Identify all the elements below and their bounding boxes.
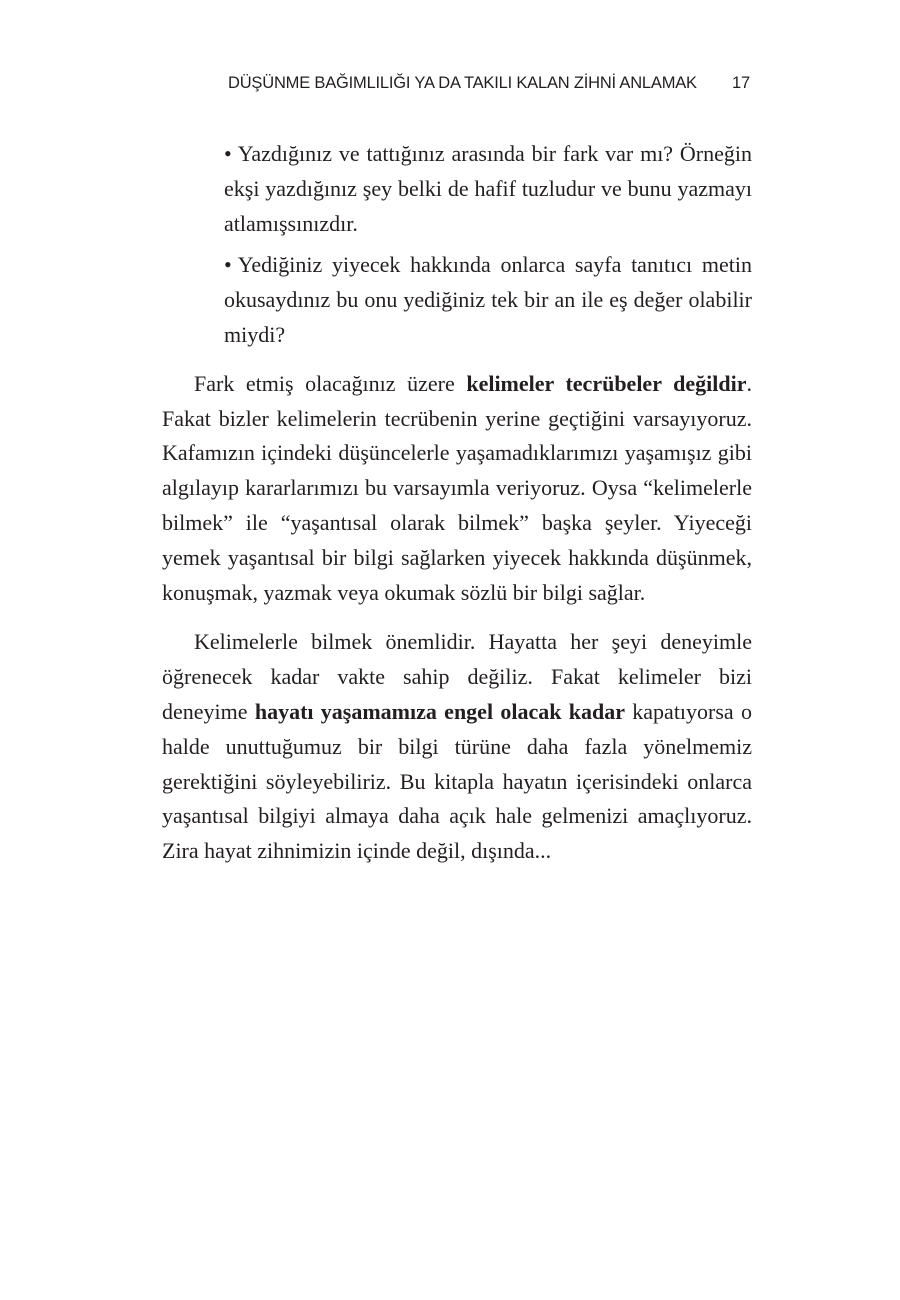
emphasis-text: hayatı yaşamamıza engel olacak kadar [254,698,625,724]
paragraph [162,367,752,611]
paragraph-text: kapatıyorsa o halde unuttuğumuz bir bilgi türüne daha fazla yönelmemiz gerektiğini söyleyebiliriz. Bu kitapla hayatın içerisindeki onlarca yaşantısal bilgiyi almaya daha açık hale gelmenizi amaçlıyoruz. Zira hayat zihnimizin içinde değil, dışında... [162,698,752,864]
running-title: DÜŞÜNME BAĞIMLILIĞI YA DA TAKILI KALAN ZİHNİ ANLAMAK [228,74,697,92]
list-item-text: Yazdığınız ve tattığınız arasında bir fark var mı? Örneğin ekşi yazdığınız şey belki de hafif tuzludur ve bunu yazmayı atlamışsınızdır. [224,141,752,236]
running-header [228,74,752,98]
list-item [224,137,752,241]
bullet-mark: • [224,141,232,166]
list-item-text: Yediğiniz yiyecek hakkında onlarca sayfa tanıtıcı metin okusaydınız bu onu yediğiniz tek bir an ile eş değer olabilir miydi? [224,252,752,347]
paragraph-text: Kelimelerle bilmek önemlidir. Hayatta her şeyi deneyimle öğrenecek kadar vakte sahip değiliz. Fakat kelimeler bizi deneyime [162,629,752,724]
body-text [162,137,752,884]
bullet-mark: • [224,252,232,278]
list-item [224,248,752,352]
page-number: 17 [732,74,750,92]
paragraph [162,625,752,869]
paragraph-text: . Fakat bizler kelimelerin tecrübenin yerine geçtiğini varsayıyoruz. Kafamızın içindeki düşüncelerle yaşamadıklarımızı yaşamışız gibi algılayıp kararlarımızı bu varsayımla veriyoruz. Oysa “kelimelerle bilmek” ile “yaşantısal olarak bilmek” başka şeyler. Yiyeceği yemek yaşantısal bir bilgi sağlarken yiyecek hakkında düşünmek, konuşmak, yazmak veya okumak sözlü bir bilgi sağlar. [162,370,752,605]
question-list [224,137,752,353]
paragraph-text: Fark etmiş olacağınız üzere [194,370,467,396]
emphasis-text: kelimeler tecrübeler değildir [466,370,747,396]
